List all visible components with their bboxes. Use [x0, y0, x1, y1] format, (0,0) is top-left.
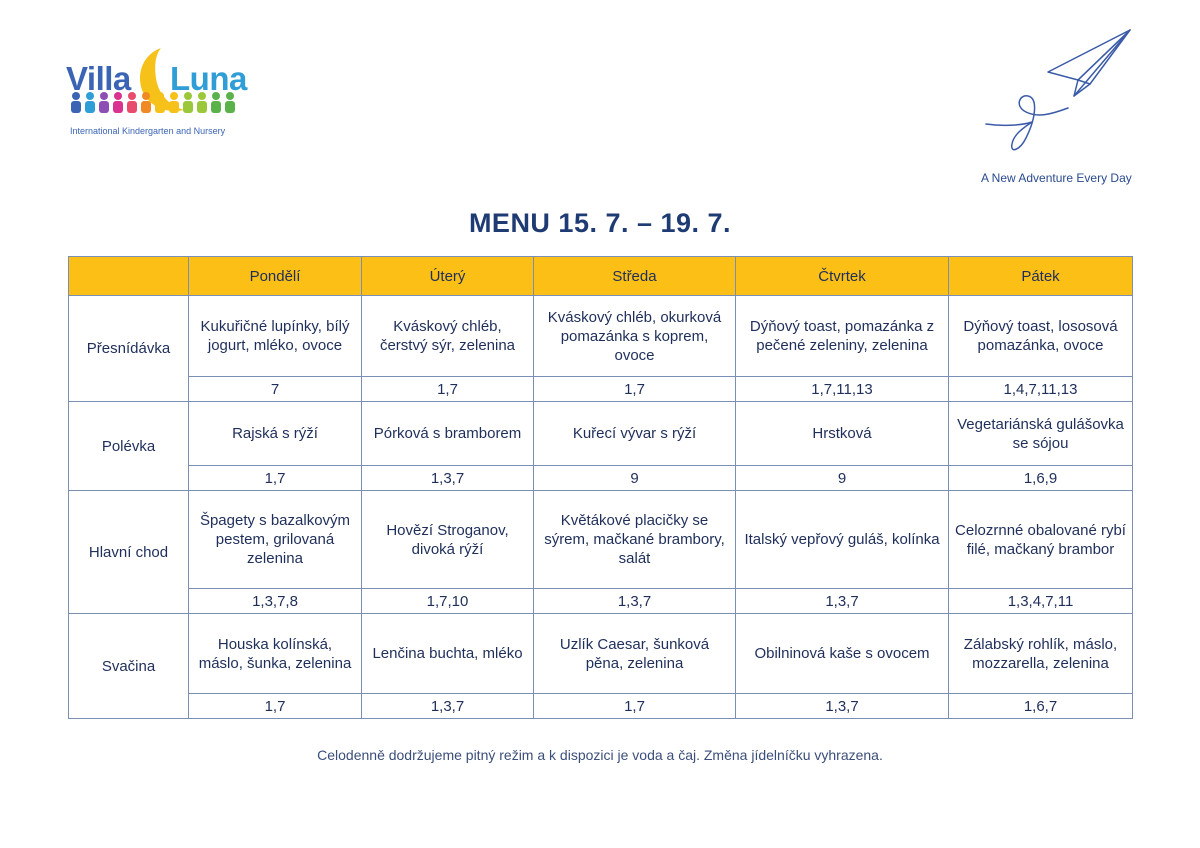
allergen-cell: 7: [189, 377, 362, 402]
meal-cell: Zálabský rohlík, máslo, mozzarella, zelenina: [949, 614, 1133, 694]
meal-cell: Italský vepřový guláš, kolínka: [736, 491, 949, 589]
meal-label: Přesnídávka: [69, 296, 189, 402]
allergen-cell: 1,3,7: [736, 589, 949, 614]
meal-cell: Vegetariánská gulášovka se sójou: [949, 402, 1133, 466]
day-header: Středa: [534, 257, 736, 296]
meal-label: Polévka: [69, 402, 189, 491]
meal-label: Hlavní chod: [69, 491, 189, 614]
table-row: [69, 296, 1133, 377]
allergen-cell: 1,7: [189, 694, 362, 719]
meal-cell: Květákové placičky se sýrem, mačkané brambory, salát: [534, 491, 736, 589]
table-row: [69, 614, 1133, 694]
allergen-row: [69, 466, 1133, 491]
meal-cell: Lenčina buchta, mléko: [362, 614, 534, 694]
logo-subtitle: International Kindergarten and Nursery: [70, 126, 226, 136]
allergen-cell: 1,7: [362, 377, 534, 402]
footer-note: Celodenně dodržujeme pitný režim a k dispozici je voda a čaj. Změna jídelníčku vyhrazena.: [317, 747, 883, 763]
allergen-cell: 1,3,7: [736, 694, 949, 719]
logo-luna-text: Luna: [170, 60, 247, 97]
allergen-cell: 1,7,10: [362, 589, 534, 614]
paper-plane-icon: [980, 26, 1140, 161]
allergen-cell: 1,6,7: [949, 694, 1133, 719]
allergen-cell: 1,7: [534, 377, 736, 402]
meal-cell: Kváskový chléb, čerstvý sýr, zelenina: [362, 296, 534, 377]
header-row: [69, 257, 1133, 296]
allergen-cell: 9: [534, 466, 736, 491]
day-header: Pátek: [949, 257, 1133, 296]
logo-villa-text: Villa: [66, 60, 131, 97]
allergen-cell: 1,3,7: [362, 466, 534, 491]
allergen-cell: 1,7: [534, 694, 736, 719]
meal-cell: Houska kolínská, máslo, šunka, zelenina: [189, 614, 362, 694]
meal-cell: Obilninová kaše s ovocem: [736, 614, 949, 694]
meal-cell: Kváskový chléb, okurková pomazánka s koprem, ovoce: [534, 296, 736, 377]
table-row: [69, 402, 1133, 466]
meal-cell: Pórková s bramborem: [362, 402, 534, 466]
allergen-cell: 1,7: [189, 466, 362, 491]
meal-cell: Dýňový toast, lososová pomazánka, ovoce: [949, 296, 1133, 377]
day-header: Úterý: [362, 257, 534, 296]
meal-cell: Celozrnné obalované rybí filé, mačkaný brambor: [949, 491, 1133, 589]
meal-cell: Rajská s rýží: [189, 402, 362, 466]
allergen-cell: 1,3,7: [362, 694, 534, 719]
meal-cell: Hovězí Stroganov, divoká rýží: [362, 491, 534, 589]
allergen-cell: 1,7,11,13: [736, 377, 949, 402]
day-header: Čtvrtek: [736, 257, 949, 296]
allergen-cell: 1,3,7,8: [189, 589, 362, 614]
tagline: A New Adventure Every Day: [981, 171, 1132, 185]
allergen-cell: 9: [736, 466, 949, 491]
meal-cell: Dýňový toast, pomazánka z pečené zeleniny, zelenina: [736, 296, 949, 377]
allergen-cell: 1,3,4,7,11: [949, 589, 1133, 614]
meal-cell: Uzlík Caesar, šunková pěna, zelenina: [534, 614, 736, 694]
menu-table: [68, 256, 1133, 719]
villa-luna-logo: [66, 44, 246, 139]
day-header: Pondělí: [189, 257, 362, 296]
page-title: MENU 15. 7. – 19. 7.: [468, 208, 732, 238]
allergen-cell: 1,3,7: [534, 589, 736, 614]
meal-cell: Špagety s bazalkovým pestem, grilovaná zelenina: [189, 491, 362, 589]
table-row: [69, 491, 1133, 589]
header-corner: [69, 257, 189, 296]
allergen-row: [69, 377, 1133, 402]
meal-cell: Kukuřičné lupínky, bílý jogurt, mléko, ovoce: [189, 296, 362, 377]
allergen-cell: 1,6,9: [949, 466, 1133, 491]
meal-label: Svačina: [69, 614, 189, 719]
allergen-row: [69, 694, 1133, 719]
meal-cell: Kuřecí vývar s rýží: [534, 402, 736, 466]
allergen-cell: 1,4,7,11,13: [949, 377, 1133, 402]
meal-cell: Hrstková: [736, 402, 949, 466]
allergen-row: [69, 589, 1133, 614]
